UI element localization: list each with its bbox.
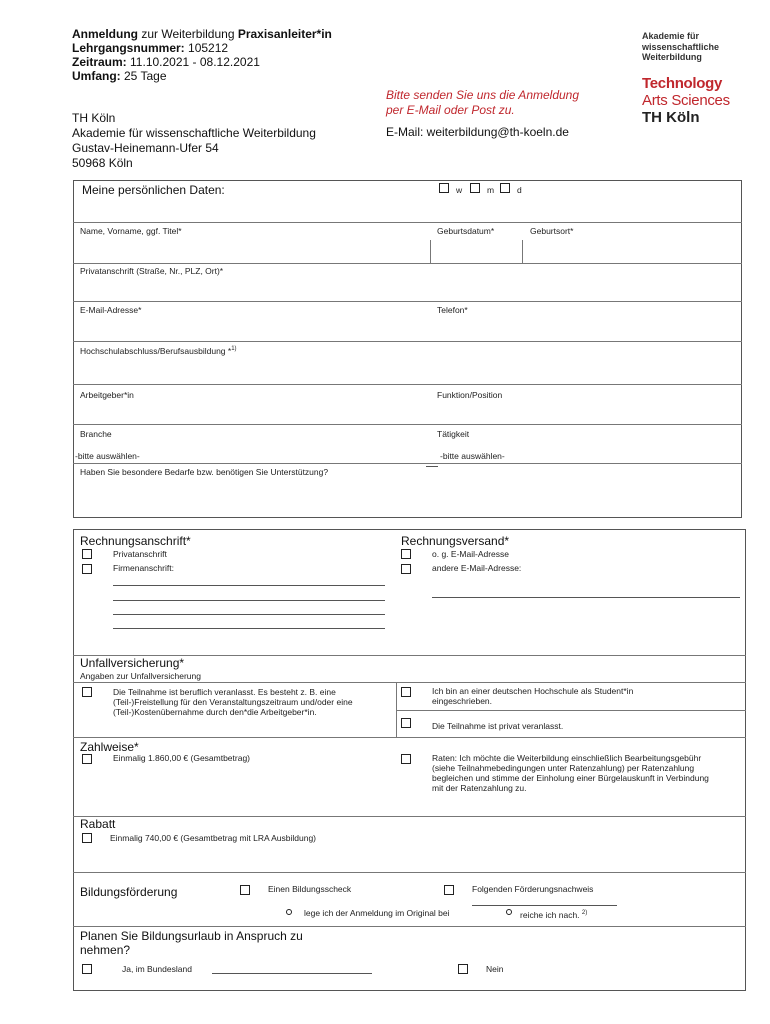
name-field[interactable] [76, 238, 426, 262]
gender-d-checkbox[interactable] [500, 183, 510, 193]
funding-voucher-checkbox[interactable] [240, 885, 250, 895]
function-field[interactable] [432, 402, 738, 422]
funding-later-radio[interactable] [506, 909, 512, 915]
billing-address-title: Rechnungsanschrift* [80, 534, 191, 548]
leave-no-checkbox[interactable] [458, 964, 468, 974]
gender-m-checkbox[interactable] [470, 183, 480, 193]
phone-field-label: Telefon* [437, 305, 468, 315]
insurance-work-checkbox[interactable] [82, 687, 92, 697]
branch-field-label: Branche [80, 429, 112, 439]
funding-attached-radio[interactable] [286, 909, 292, 915]
needs-field-label: Haben Sie besondere Bedarfe bzw. benötigen Sie Unterstützung? [80, 467, 329, 477]
other-email-line[interactable] [432, 597, 740, 598]
payment-once-checkbox[interactable] [82, 754, 92, 764]
address-field[interactable] [76, 278, 736, 300]
insurance-student-checkbox[interactable] [401, 687, 411, 697]
employer-field[interactable] [76, 402, 426, 422]
company-address-line-1[interactable] [113, 585, 385, 586]
company-address-line-4[interactable] [113, 628, 385, 629]
company-address-line-2[interactable] [113, 600, 385, 601]
birthplace-field[interactable] [524, 238, 738, 262]
email-field[interactable] [76, 317, 426, 339]
course-header [72, 27, 332, 83]
contact-email: E-Mail: weiterbildung@th-koeln.de [386, 125, 569, 139]
funding-proof-line[interactable] [472, 905, 617, 906]
payment-title: Zahlweise* [80, 740, 139, 754]
needs-field[interactable] [76, 480, 736, 514]
leave-title-1: Planen Sie Bildungsurlaub in Anspruch zu [80, 929, 303, 943]
birthdate-field[interactable] [432, 238, 520, 262]
discount-once-checkbox[interactable] [82, 833, 92, 843]
course-period: Zeitraum: 11.10.2021 - 08.12.2021 [72, 55, 260, 69]
leave-yes-checkbox[interactable] [82, 964, 92, 974]
birthdate-field-label: Geburtsdatum* [437, 226, 495, 236]
insurance-subtitle: Angaben zur Unfallversicherung [80, 671, 201, 681]
billing-dispatch-title: Rechnungsversand* [401, 534, 510, 548]
funding-title: Bildungsförderung [80, 885, 178, 899]
insurance-title: Unfallversicherung* [80, 656, 185, 670]
function-field-label: Funktion/Position [437, 390, 503, 400]
phone-field[interactable] [432, 317, 738, 339]
billing-company-checkbox[interactable] [82, 564, 92, 574]
billing-private-checkbox[interactable] [82, 549, 92, 559]
address-field-label: Privatanschrift (Straße, Nr., PLZ, Ort)* [80, 266, 224, 276]
state-field[interactable] [212, 973, 372, 974]
course-duration: Umfang: 25 Tage [72, 69, 167, 83]
funding-proof-checkbox[interactable] [444, 885, 454, 895]
branch-select[interactable]: -bitte auswählen- [75, 451, 140, 461]
course-number: Lehrgangsnummer: 105212 [72, 41, 229, 55]
email-field-label: E-Mail-Adresse* [80, 305, 142, 315]
employer-field-label: Arbeitgeber*in [80, 390, 134, 400]
company-address-line-3[interactable] [113, 614, 385, 615]
send-note: Bitte senden Sie uns die Anmeldung per E-Mail oder Post zu. [386, 88, 580, 117]
payment-installments-checkbox[interactable] [401, 754, 411, 764]
discount-title: Rabatt [80, 817, 116, 831]
activity-select[interactable]: -bitte auswählen- [440, 451, 505, 461]
activity-field-label: Tätigkeit [437, 429, 470, 439]
recipient-address: TH Köln Akademie für wissenschaftliche Weiterbildung Gustav-Heinemann-Ufer 54 50968 Köln [72, 111, 316, 170]
name-field-label: Name, Vorname, ggf. Titel* [80, 226, 182, 236]
insurance-private-checkbox[interactable] [401, 718, 411, 728]
th-koeln-logo: Akademie für wissenschaftliche Weiterbildung Technology Arts Sciences TH Köln [642, 31, 730, 126]
dispatch-other-email-checkbox[interactable] [401, 564, 411, 574]
course-title: Anmeldung zur Weiterbildung Praxisanleiter*in [72, 27, 332, 41]
dispatch-email-checkbox[interactable] [401, 549, 411, 559]
personal-data-title: Meine persönlichen Daten: [82, 183, 225, 197]
degree-field-label: Hochschulabschluss/Berufsausbildung *$^{1)}$ [80, 345, 237, 356]
degree-field[interactable] [76, 356, 736, 380]
leave-title-2: nehmen? [80, 943, 131, 957]
gender-w-checkbox[interactable] [439, 183, 449, 193]
birthplace-field-label: Geburtsort* [530, 226, 574, 236]
